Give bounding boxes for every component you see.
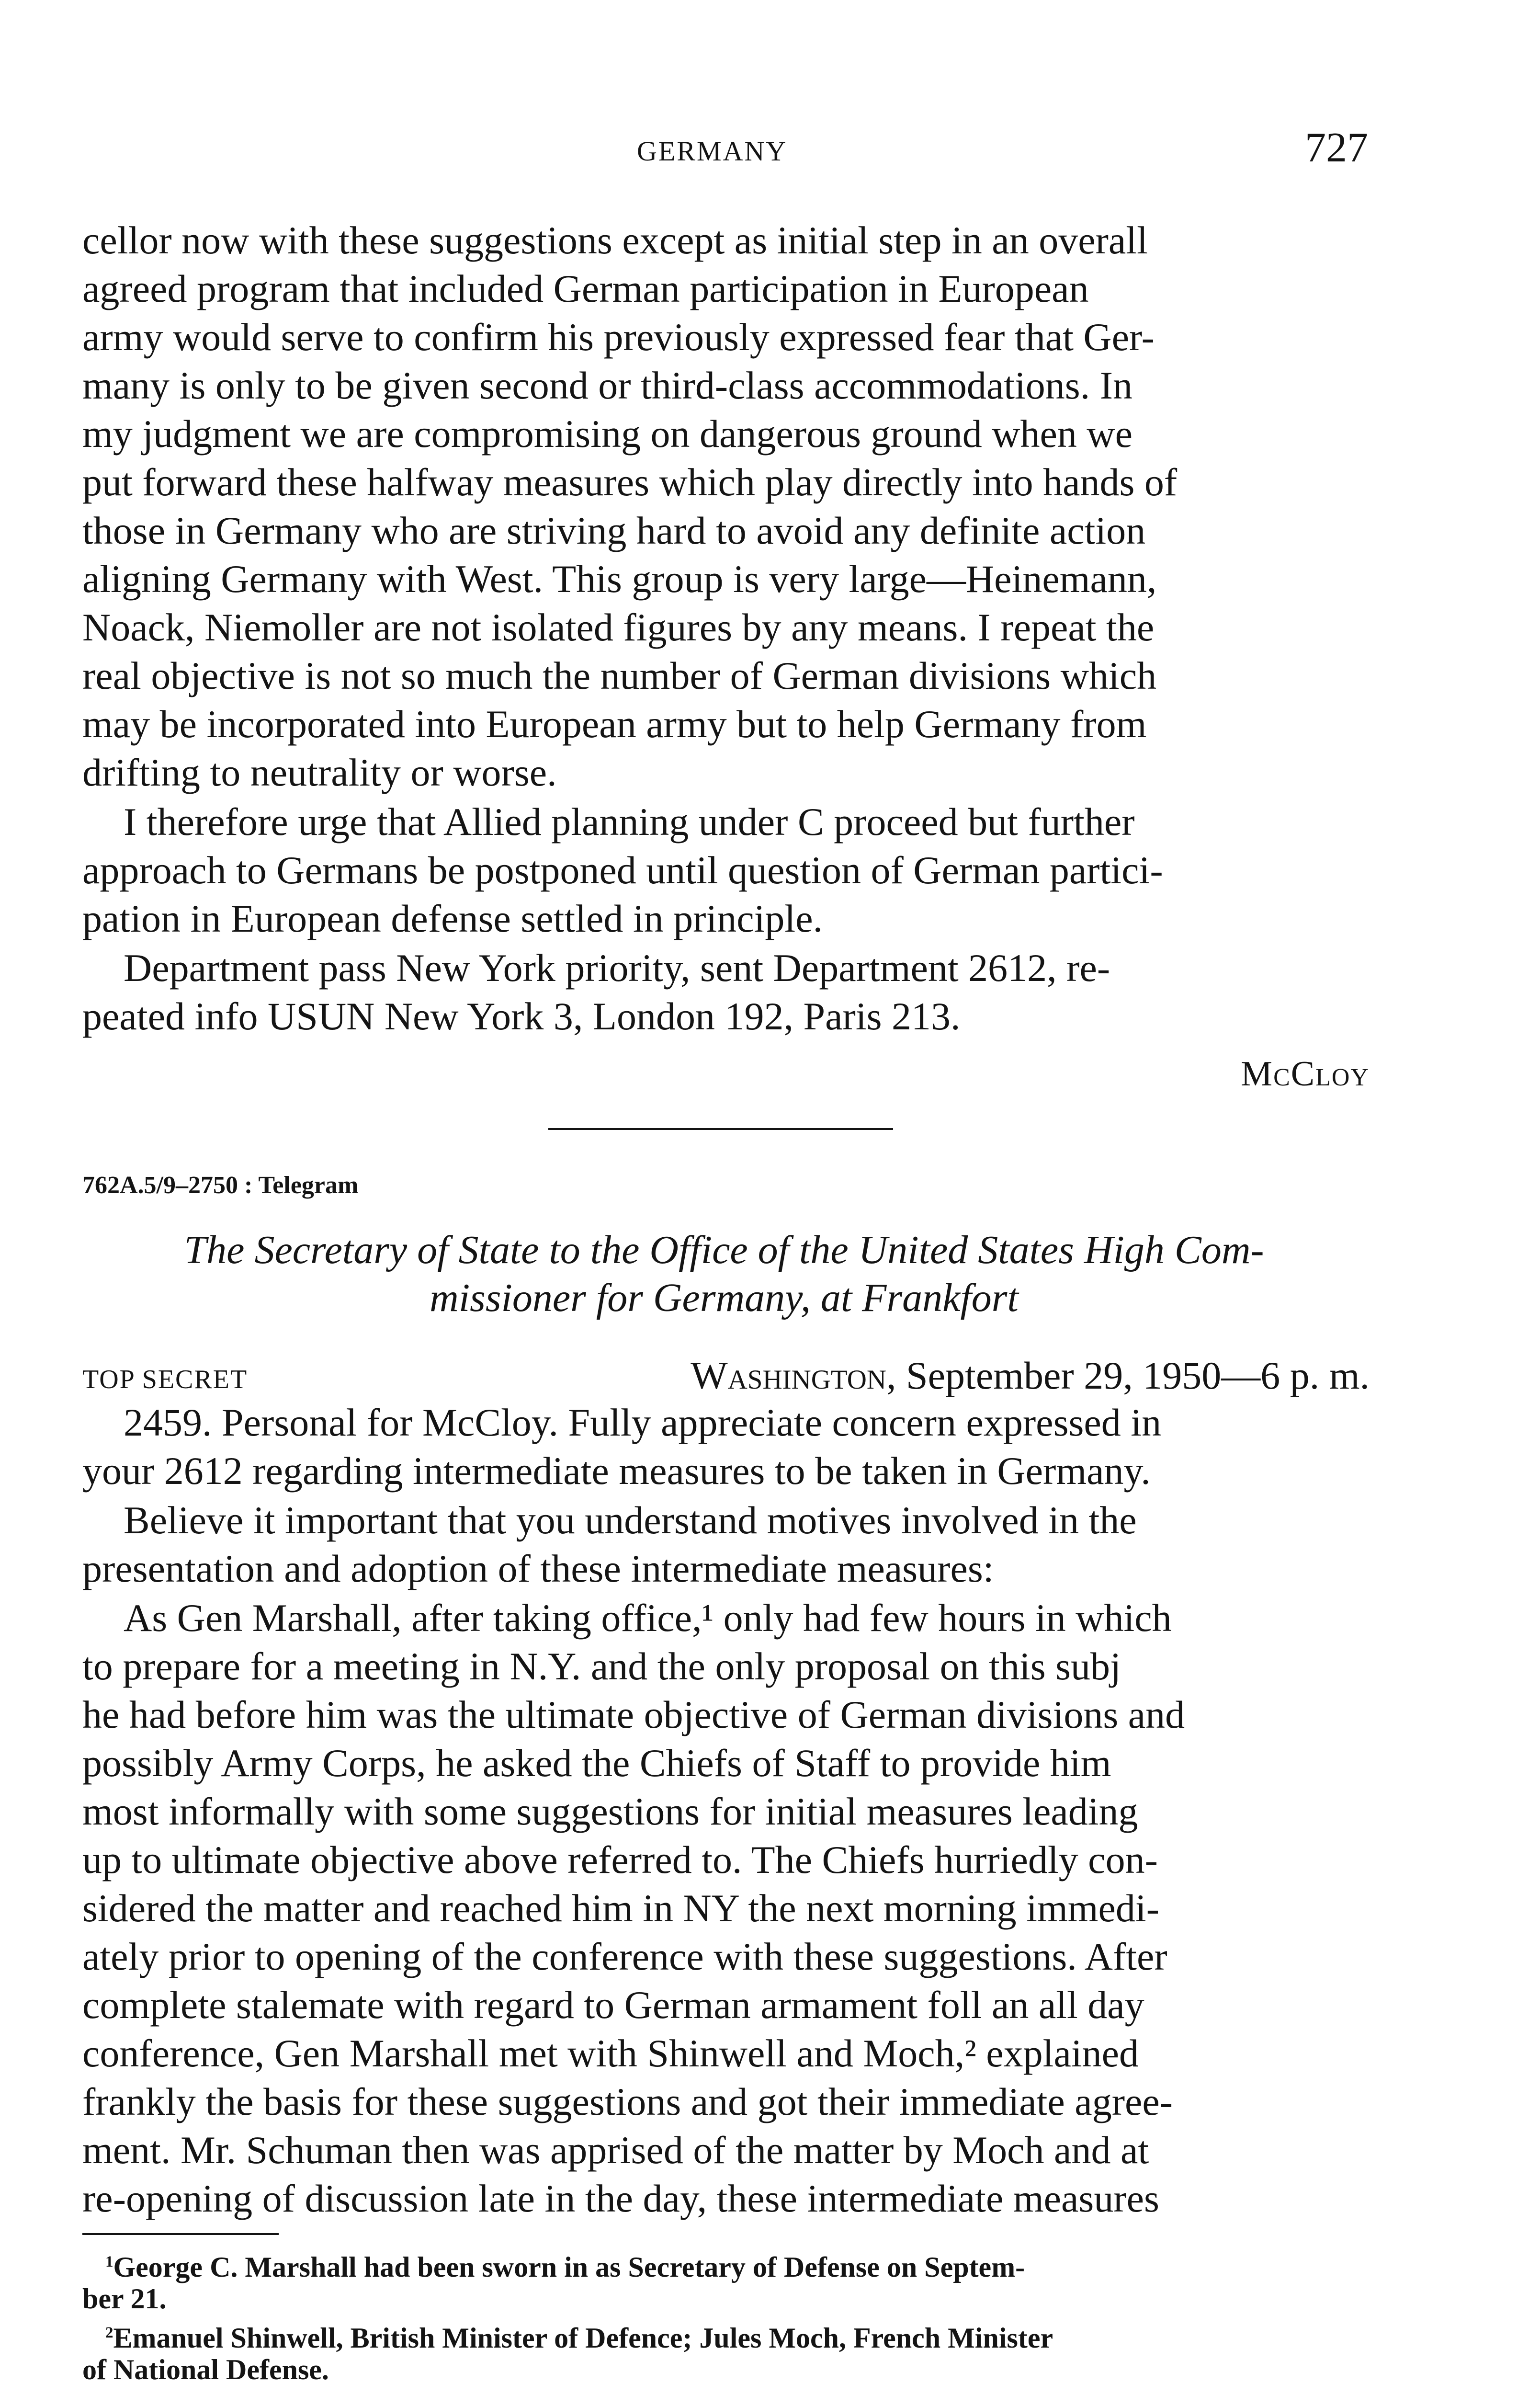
body-line: cellor now with these suggestions except as initial step in an overall [82, 218, 1148, 262]
body-line: 2459. Personal for McCloy. Fully appreciate concern expressed in [124, 1401, 1162, 1444]
body-line: your 2612 regarding intermediate measures to be taken in Germany. [82, 1449, 1151, 1493]
body-line: army would serve to confirm his previously expressed fear that Ger- [82, 315, 1155, 359]
body-line: Noack, Niemoller are not isolated figures by any means. I repeat the [82, 605, 1155, 649]
body-line: frankly the basis for these suggestions and got their immediate agree- [82, 2080, 1173, 2123]
body-line: those in Germany who are striving hard to avoid any definite action [82, 509, 1146, 552]
body-line: pation in European defense settled in principle. [82, 897, 823, 940]
body-line: possibly Army Corps, he asked the Chiefs of Staff to provide him [82, 1741, 1111, 1785]
dateline-place: Washington [691, 1354, 887, 1397]
footnote-rule [82, 2233, 279, 2235]
body-line: presentation and adoption of these intermediate measures: [82, 1547, 994, 1590]
body-line: most informally with some suggestions for initial measures leading [82, 1790, 1138, 1833]
footnote-mark: 1 [105, 2253, 113, 2270]
body-line: up to ultimate objective above referred to. The Chiefs hurriedly con- [82, 1838, 1158, 1882]
running-header: GERMANY [637, 136, 788, 167]
body-line: complete stalemate with regard to German armament foll an all day [82, 1983, 1144, 2027]
document-title-line1: The Secretary of State to the Office of the United States High Com- [184, 1228, 1264, 1272]
body-line: agreed program that included German participation in European [82, 267, 1089, 310]
body-line: may be incorporated into European army but to help Germany from [82, 702, 1147, 746]
body-line: sidered the matter and reached him in NY the next morning immedi- [82, 1886, 1159, 1930]
document-title-line2: missioner for Germany, at Frankfort [430, 1276, 1019, 1320]
footnote-1: $^1$George C. Marshall had been sworn in as Secretary of Defense on Septem- ber 21. [82, 2251, 1025, 2315]
body-line: I therefore urge that Allied planning under C proceed but further [124, 800, 1135, 844]
body-line: ment. Mr. Schuman then was apprised of the matter by Moch and at [82, 2128, 1149, 2172]
body-line: As Gen Marshall, after taking office,¹ only had few hours in which [124, 1596, 1172, 1640]
file-reference: 762A.5/9–2750 : Telegram [82, 1172, 359, 1199]
classification-label: TOP SECRET [82, 1365, 248, 1394]
body-line: re-opening of discussion late in the day, these intermediate measures [82, 2177, 1159, 2220]
body-line: ately prior to opening of the conference with these suggestions. After [82, 1935, 1167, 1978]
body-line: Believe it important that you understand motives involved in the [124, 1498, 1137, 1542]
body-line: conference, Gen Marshall met with Shinwell and Moch,² explained [82, 2031, 1139, 2075]
body-line: many is only to be given second or third-class accommodations. In [82, 364, 1133, 407]
footnote-2: $^2$Emanuel Shinwell, British Minister of Defence; Jules Moch, French Minister of National Defense. [82, 2322, 1053, 2385]
body-line: he had before him was the ultimate objective of German divisions and [82, 1693, 1185, 1736]
body-line: drifting to neutrality or worse. [82, 751, 557, 794]
page-number: 727 [1305, 125, 1368, 171]
body-line: to prepare for a meeting in N.Y. and the only proposal on this subj [82, 1644, 1121, 1688]
body-line: my judgment we are compromising on dangerous ground when we [82, 412, 1133, 456]
section-divider [548, 1128, 893, 1130]
dateline-date: , September 29, 1950—6 p. m. [886, 1354, 1370, 1397]
body-line: aligning Germany with West. This group is very large—Heinemann, [82, 557, 1157, 601]
body-line: Department pass New York priority, sent Department 2612, re- [124, 946, 1110, 990]
footnote-mark: 2 [105, 2324, 113, 2341]
dateline [691, 1353, 1370, 1398]
body-line: peated info USUN New York 3, London 192, Paris 213. [82, 994, 961, 1038]
body-line: real objective is not so much the number of German divisions which [82, 654, 1157, 697]
body-line: put forward these halfway measures which play directly into hands of [82, 460, 1178, 504]
body-line: approach to Germans be postponed until question of German partici- [82, 848, 1163, 892]
signature: McCloy [1241, 1054, 1370, 1094]
